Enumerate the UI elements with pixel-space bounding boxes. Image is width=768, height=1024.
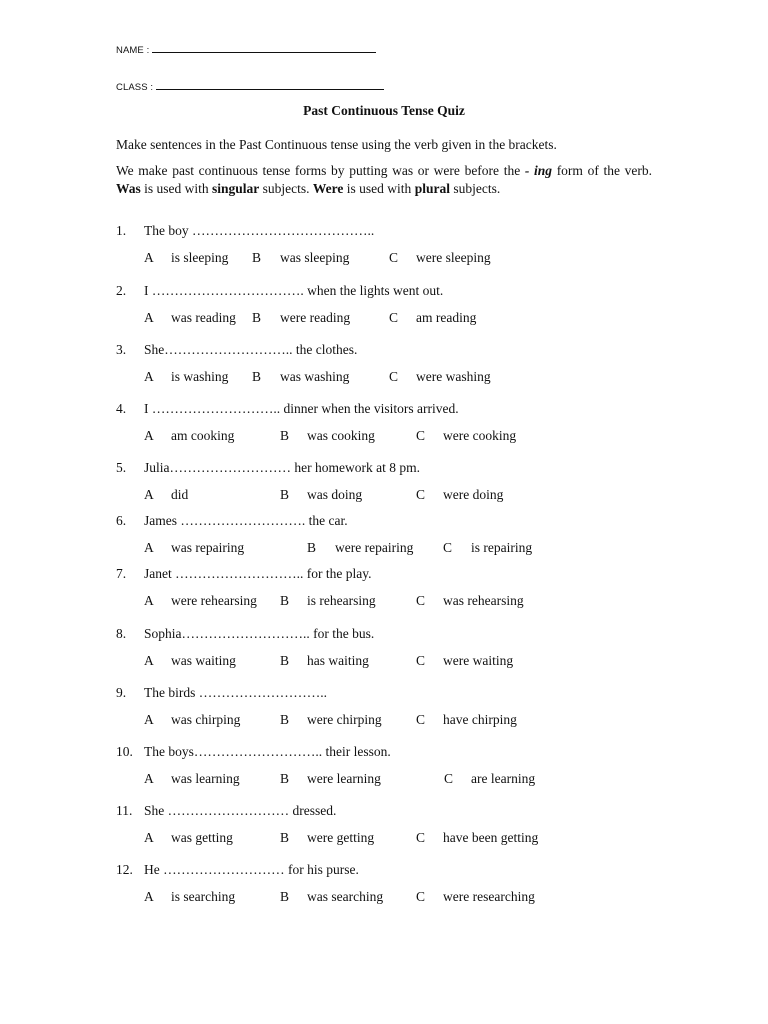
option-b-letter: B [307,540,317,555]
explanation-paragraph [116,162,652,198]
explanation-text-6: subjects. [449,181,501,196]
were-keyword: Were [312,181,344,196]
option-b-letter: B [280,712,290,727]
question-stem: She……………………….. the clothes. [144,342,358,357]
question-stem: Julia……………………… her homework at 8 pm. [144,460,420,475]
quiz-title: Past Continuous Tense Quiz [303,103,465,118]
option-a-letter: A [144,830,154,845]
question-number: 7. [116,566,127,581]
question-number: 1. [116,223,127,238]
name-label: NAME : [116,45,150,56]
option-a-text[interactable]: is searching [171,889,236,904]
option-b-text[interactable]: was washing [280,369,350,384]
option-c-letter: C [416,593,426,608]
question-number: 4. [116,401,127,416]
option-b-letter: B [280,487,290,502]
option-c-letter: C [416,653,426,668]
question-stem: The birds ……………………….. [144,685,327,700]
instruction-line: Make sentences in the Past Continuous tense using the verb given in the brackets. [116,137,557,152]
option-b-text[interactable]: were chirping [307,712,382,727]
question-number: 8. [116,626,127,641]
option-a-text[interactable]: am cooking [171,428,235,443]
option-a-letter: A [144,593,154,608]
question-number: 9. [116,685,127,700]
option-c-text[interactable]: was rehearsing [443,593,524,608]
answer-options [116,889,676,907]
answer-options [116,428,676,446]
question-stem: Sophia……………………….. for the bus. [144,626,375,641]
option-a-text[interactable]: was waiting [171,653,236,668]
option-c-text[interactable]: were sleeping [416,250,491,265]
question-stem: He ……………………… for his purse. [144,862,359,877]
question-number: 12. [116,862,133,877]
option-c-letter: C [416,830,426,845]
option-c-text[interactable]: have chirping [443,712,517,727]
option-a-letter: A [144,653,154,668]
option-a-letter: A [144,310,154,325]
explanation-text-4: subjects. [259,181,313,196]
singular-keyword: singular [212,181,260,196]
option-c-letter: C [389,310,399,325]
option-b-letter: B [252,369,262,384]
option-a-text[interactable]: were rehearsing [171,593,257,608]
option-a-text[interactable]: was chirping [171,712,241,727]
option-a-text[interactable]: was learning [171,771,240,786]
option-c-letter: C [389,250,399,265]
option-c-text[interactable]: have been getting [443,830,539,845]
option-c-text[interactable]: were doing [443,487,504,502]
answer-options [116,830,676,848]
name-field [116,44,376,56]
option-a-letter: A [144,712,154,727]
option-a-letter: A [144,250,154,265]
option-c-letter: C [416,428,426,443]
option-b-text[interactable]: was sleeping [280,250,350,265]
question-stem: She ……………………… dressed. [144,803,337,818]
question-number: 10. [116,744,133,759]
option-b-letter: B [280,771,290,786]
question-number: 2. [116,283,127,298]
explanation-text-3: is used with [140,181,213,196]
option-a-text[interactable]: did [171,487,189,502]
option-c-letter: C [416,712,426,727]
option-c-text[interactable]: were researching [443,889,535,904]
option-b-text[interactable]: were getting [307,830,375,845]
question-number: 11. [116,803,133,818]
option-b-letter: B [252,310,262,325]
option-b-letter: B [280,889,290,904]
answer-options [116,487,676,505]
name-blank-line[interactable] [152,44,376,53]
option-b-text[interactable]: has waiting [307,653,369,668]
answer-options [116,250,676,268]
option-a-text[interactable]: was getting [171,830,233,845]
option-a-text[interactable]: was repairing [171,540,245,555]
option-b-letter: B [280,593,290,608]
option-c-letter: C [389,369,399,384]
option-c-text[interactable]: were cooking [443,428,517,443]
was-keyword: Was [116,181,141,196]
option-a-letter: A [144,540,154,555]
explanation-text-2: form of the verb. [552,163,653,178]
explanation-text-5: is used with [343,181,415,196]
option-a-letter: A [144,487,154,502]
answer-options [116,369,676,387]
answer-options [116,712,676,730]
option-b-text[interactable]: was cooking [307,428,375,443]
question-stem: I ……………………….. dinner when the visitors arrived. [144,401,459,416]
ing-suffix-text: - ing [524,163,553,178]
question-stem: The boys……………………….. their lesson. [144,744,391,759]
option-c-letter: C [443,540,453,555]
option-a-text[interactable]: is sleeping [171,250,229,265]
option-a-text[interactable]: was reading [171,310,236,325]
plural-keyword: plural [414,181,450,196]
option-b-text[interactable]: was doing [307,487,363,502]
option-b-text[interactable]: were reading [280,310,351,325]
option-c-letter: C [416,487,426,502]
class-field [116,81,384,93]
option-b-letter: B [252,250,262,265]
option-b-letter: B [280,428,290,443]
class-blank-line[interactable] [156,81,384,90]
option-b-letter: B [280,830,290,845]
option-b-text[interactable]: was searching [307,889,384,904]
option-b-text[interactable]: is rehearsing [307,593,376,608]
option-a-letter: A [144,369,154,384]
option-c-letter: C [416,889,426,904]
answer-options [116,771,676,789]
option-c-letter: C [444,771,454,786]
option-a-letter: A [144,771,154,786]
option-c-text[interactable]: is repairing [471,540,533,555]
option-a-letter: A [144,889,154,904]
question-stem: I ……………………………. when the lights went out. [144,283,444,298]
option-b-text[interactable]: were learning [307,771,381,786]
question-stem: Janet ……………………….. for the play. [144,566,372,581]
answer-options [116,540,676,558]
question-stem: The boy ………………………………….. [144,223,375,238]
question-stem: James ………………………. the car. [144,513,348,528]
class-label: CLASS : [116,82,154,93]
question-number: 6. [116,513,127,528]
explanation-text-1: We make past continuous tense forms by putting was or were before the [116,163,525,178]
answer-options [116,653,676,671]
option-c-text[interactable]: am reading [416,310,477,325]
question-number: 3. [116,342,127,357]
answer-options [116,593,676,611]
option-c-text[interactable]: were waiting [443,653,514,668]
option-b-text[interactable]: were repairing [335,540,414,555]
option-a-letter: A [144,428,154,443]
option-b-letter: B [280,653,290,668]
question-number: 5. [116,460,127,475]
option-a-text[interactable]: is washing [171,369,229,384]
option-c-text[interactable]: were washing [416,369,491,384]
option-c-text[interactable]: are learning [471,771,536,786]
answer-options [116,310,676,328]
